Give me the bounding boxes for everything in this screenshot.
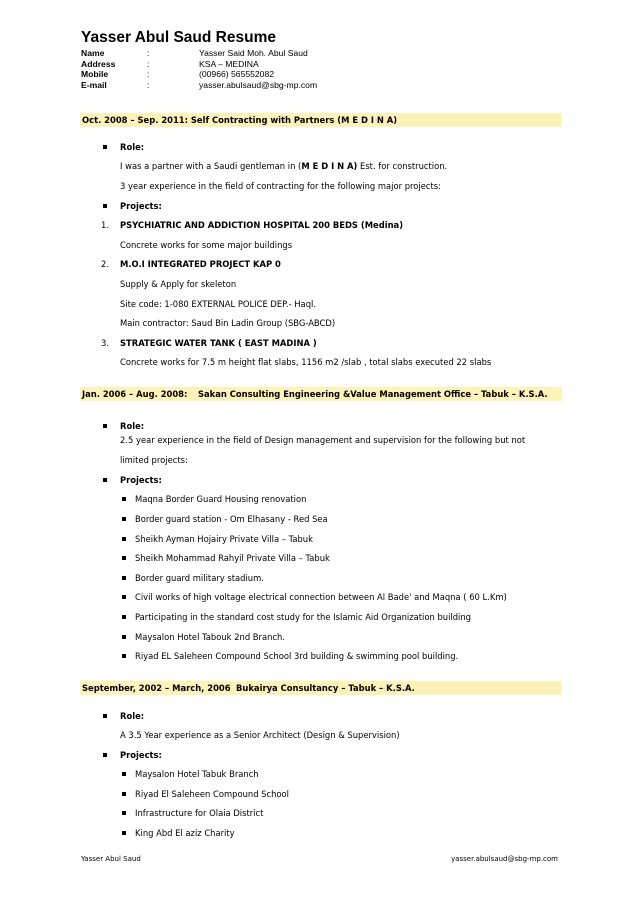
- projects-label: Projects:: [120, 475, 162, 485]
- info-row-name: [81, 48, 317, 59]
- section-heading-3: [80, 681, 562, 695]
- info-label: Name: [81, 48, 105, 58]
- project-number: 1.: [101, 220, 109, 230]
- contact-info: [81, 48, 317, 90]
- info-label: E-mail: [81, 79, 107, 90]
- bullet-square-icon: [122, 772, 126, 776]
- info-label: Mobile: [81, 69, 109, 79]
- list-item: Civil works of high voltage electrical connection between Al Bade' and Maqna ( 60 L.Km): [135, 592, 507, 602]
- section-heading-2: [80, 387, 562, 401]
- resume-title: Yasser Abul Saud Resume: [81, 29, 276, 46]
- bullet-square-icon: [122, 576, 126, 580]
- role-text-bold: M E D I N A): [301, 161, 358, 171]
- project-title: PSYCHIATRIC AND ADDICTION HOSPITAL 200 BEDS (Medina): [120, 220, 404, 230]
- info-colon: :: [147, 48, 150, 58]
- list-item: Riyad El Saleheen Compound School: [135, 789, 289, 799]
- role-line-2: 3 year experience in the field of contracting for the following major projects:: [120, 181, 441, 191]
- list-item: Riyad EL Saleheen Compound School 3rd building & swimming pool building.: [135, 651, 459, 661]
- bullet-square-icon: [122, 811, 126, 815]
- role-text-pre: I was a partner with a Saudi gentleman in (: [120, 161, 302, 171]
- section-heading-text: Oct. 2008 – Sep. 2011: Self Contracting with Partners (M E D I N A): [82, 115, 398, 125]
- bullet-square-icon: [103, 424, 107, 428]
- role-label: Role:: [120, 711, 145, 721]
- info-label: Address: [81, 58, 116, 69]
- list-item: Maqna Border Guard Housing renovation: [135, 494, 307, 504]
- projects-label: Projects:: [120, 750, 162, 760]
- list-item: Maysalon Hotel Tabouk 2nd Branch.: [135, 632, 286, 642]
- info-colon: :: [147, 69, 150, 79]
- bullet-square-icon: [122, 556, 126, 560]
- info-row-mobile: [81, 69, 317, 80]
- bullet-square-icon: [103, 204, 107, 208]
- bullet-square-icon: [103, 145, 107, 149]
- role-line-1: [120, 160, 447, 172]
- list-item: Maysalon Hotel Tabuk Branch: [135, 769, 259, 779]
- bullet-square-icon: [122, 792, 126, 796]
- bullet-square-icon: [122, 654, 126, 658]
- section-date: September, 2002 – March, 2006: [82, 683, 231, 693]
- footer-name: Yasser Abul Saud: [81, 855, 141, 863]
- bullet-square-icon: [103, 478, 107, 482]
- bullet-square-icon: [122, 517, 126, 521]
- info-value: yasser.abulsaud@sbg-mp.com: [199, 79, 318, 90]
- footer-email: yasser.abulsaud@sbg-mp.com: [451, 855, 558, 863]
- list-item: King Abd El aziz Charity: [135, 828, 235, 838]
- project-desc: Main contractor: Saud Bin Ladin Group (SBG-ABCD): [120, 318, 336, 328]
- project-desc: Concrete works for some major buildings: [120, 240, 293, 250]
- bullet-square-icon: [122, 615, 126, 619]
- info-colon: :: [147, 79, 150, 90]
- role-line-1: 2.5 year experience in the field of Design management and supervision for the following but not: [120, 435, 526, 445]
- role-label: Role:: [120, 421, 145, 431]
- info-value: Yasser Said Moh. Abul Saud: [199, 48, 308, 58]
- section-date: Jan. 2006 – Aug. 2008:: [82, 389, 188, 399]
- info-row-address: [81, 59, 317, 70]
- bullet-square-icon: [122, 537, 126, 541]
- info-colon: :: [147, 58, 150, 69]
- bullet-square-icon: [122, 595, 126, 599]
- project-title: M.O.I INTEGRATED PROJECT KAP 0: [120, 259, 281, 269]
- info-value: KSA – MEDINA: [199, 58, 259, 69]
- project-title: STRATEGIC WATER TANK ( EAST MADINA ): [120, 338, 317, 348]
- list-item: Border guard station - Om Elhasany - Red Sea: [135, 514, 328, 524]
- project-desc: Concrete works for 7.5 m height flat slabs, 1156 m2 /slab , total slabs executed 22 slabs: [120, 357, 492, 367]
- projects-label: Projects:: [120, 201, 162, 211]
- list-item: Participating in the standard cost study for the Islamic Aid Organization building: [135, 612, 471, 622]
- list-item: Sheikh Mohammad Rahyil Private Villa – Tabuk: [135, 553, 330, 563]
- bullet-square-icon: [122, 635, 126, 639]
- project-desc: Supply & Apply for skeleton: [120, 279, 237, 289]
- list-item: Sheikh Ayman Hojairy Private Villa – Tabuk: [135, 534, 313, 544]
- section-company: Sakan Consulting Engineering &Value Management Office – Tabuk – K.S.A.: [198, 389, 548, 399]
- list-item: Infrastructure for Olaia District: [135, 808, 264, 818]
- bullet-square-icon: [122, 831, 126, 835]
- info-value: (00966) 565552082: [199, 69, 275, 79]
- role-text-post: Est. for construction.: [357, 161, 448, 171]
- bullet-square-icon: [103, 753, 107, 757]
- project-desc: Site code: 1-080 EXTERNAL POLICE DEP.- Haql.: [120, 299, 316, 309]
- list-item: Border guard military stadium.: [135, 573, 264, 583]
- project-number: 3.: [101, 338, 109, 348]
- section-heading-1: [80, 113, 562, 127]
- bullet-square-icon: [103, 714, 107, 718]
- role-line-1: A 3.5 Year experience as a Senior Architect (Design & Supervision): [120, 730, 400, 740]
- info-row-email: [81, 80, 317, 91]
- section-company: Bukairya Consultancy – Tabuk – K.S.A.: [236, 683, 415, 693]
- role-line-2: limited projects:: [120, 455, 188, 465]
- bullet-square-icon: [122, 497, 126, 501]
- project-number: 2.: [101, 259, 109, 269]
- role-label: Role:: [120, 142, 145, 152]
